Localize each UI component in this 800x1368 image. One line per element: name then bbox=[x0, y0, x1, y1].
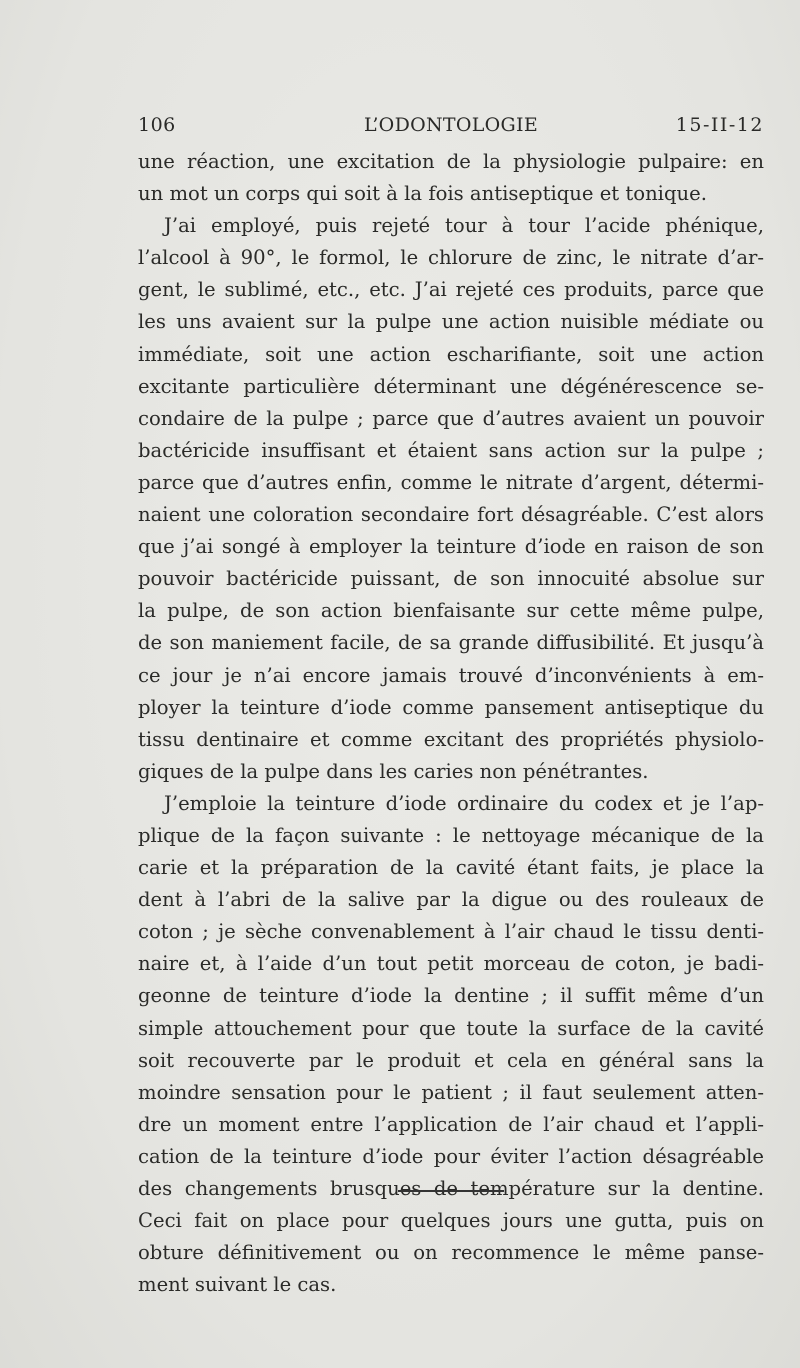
text-line: gent, le sublimé, etc., etc. J’ai rejeté ces produits, parce que bbox=[138, 278, 764, 302]
issue-date: 15-II-12 bbox=[675, 114, 764, 136]
text-line: ployer la teinture d’iode comme pansement antiseptique du bbox=[138, 695, 764, 719]
text-line: simple attouchement pour que toute la surface de la cavité bbox=[138, 1016, 764, 1040]
text-line: cation de la teinture d’iode pour éviter l’action désagréable bbox=[138, 1144, 764, 1168]
text-line: une réaction, une excitation de la physiologie pulpaire: en bbox=[138, 150, 764, 173]
text-line: que j’ai songé à employer la teinture d’iode en raison de son bbox=[138, 535, 764, 559]
journal-title: L’ODONTOLOGIE bbox=[363, 114, 538, 136]
text-line: obture définitivement ou on recommence le même panse- bbox=[138, 1241, 764, 1265]
text-line: des changements brusques de température sur la dentine. bbox=[138, 1177, 764, 1200]
text-line: plique de la façon suivante : le nettoyage mécanique de la bbox=[138, 823, 764, 847]
text-line: un mot un corps qui soit à la fois antiseptique et tonique. bbox=[138, 182, 707, 206]
text-line: condaire de la pulpe ; parce que d’autres avaient un pouvoir bbox=[138, 406, 764, 430]
text-line: immédiate, soit une action escharifiante, soit une action bbox=[138, 342, 764, 366]
text-line: de son maniement facile, de sa grande diffusibilité. Et jusqu’à bbox=[138, 631, 764, 655]
page-number: 106 bbox=[138, 114, 176, 136]
text-line: Ceci fait on place pour quelques jours une gutta, puis on bbox=[138, 1209, 764, 1233]
running-head bbox=[138, 114, 764, 142]
text-line: l’alcool à 90°, le formol, le chlorure de zinc, le nitrate d’ar- bbox=[138, 246, 764, 270]
text-line: carie et la préparation de la cavité étant faits, je place la bbox=[138, 856, 764, 880]
text-line: bactéricide insuffisant et étaient sans action sur la pulpe ; bbox=[138, 438, 764, 462]
text-line: ment suivant le cas. bbox=[138, 1273, 337, 1297]
text-line: geonne de teinture d’iode la dentine ; il suffit même d’un bbox=[138, 984, 764, 1008]
text-line: giques de la pulpe dans les caries non pénétrantes. bbox=[138, 759, 649, 783]
text-line: coton ; je sèche convenablement à l’air chaud le tissu denti- bbox=[138, 920, 764, 944]
text-line: soit recouverte par le produit et cela en général sans la bbox=[138, 1048, 764, 1072]
text-line: ce jour je n’ai encore jamais trouvé d’inconvénients à em- bbox=[138, 663, 764, 687]
text-line: moindre sensation pour le patient ; il faut seulement atten- bbox=[138, 1080, 764, 1104]
text-line: tissu dentinaire et comme excitant des propriétés physiolo- bbox=[138, 727, 764, 751]
paragraph-start-line: J’ai employé, puis rejeté tour à tour l’acide phénique, bbox=[164, 214, 764, 238]
body-text bbox=[138, 146, 764, 1301]
text-line: dre un moment entre l’application de l’air chaud et l’appli- bbox=[138, 1112, 764, 1136]
text-line: dent à l’abri de la salive par la digue ou des rouleaux de bbox=[138, 888, 764, 912]
text-line: les uns avaient sur la pulpe une action nuisible médiate ou bbox=[138, 310, 764, 334]
text-line: naient une coloration secondaire fort désagréable. C’est alors bbox=[138, 503, 764, 527]
text-line: excitante particulière déterminant une dégénérescence se- bbox=[138, 374, 764, 398]
text-line: pouvoir bactéricide puissant, de son innocuité absolue sur bbox=[138, 567, 764, 591]
text-line: la pulpe, de son action bienfaisante sur cette même pulpe, bbox=[138, 599, 764, 623]
section-end-rule bbox=[398, 1190, 504, 1192]
paragraph-start-line: J’emploie la teinture d’iode ordinaire du codex et je l’ap- bbox=[164, 791, 764, 815]
text-line: naire et, à l’aide d’un tout petit morceau de coton, je badi- bbox=[138, 952, 764, 976]
text-line: parce que d’autres enfin, comme le nitrate d’argent, détermi- bbox=[138, 470, 764, 494]
